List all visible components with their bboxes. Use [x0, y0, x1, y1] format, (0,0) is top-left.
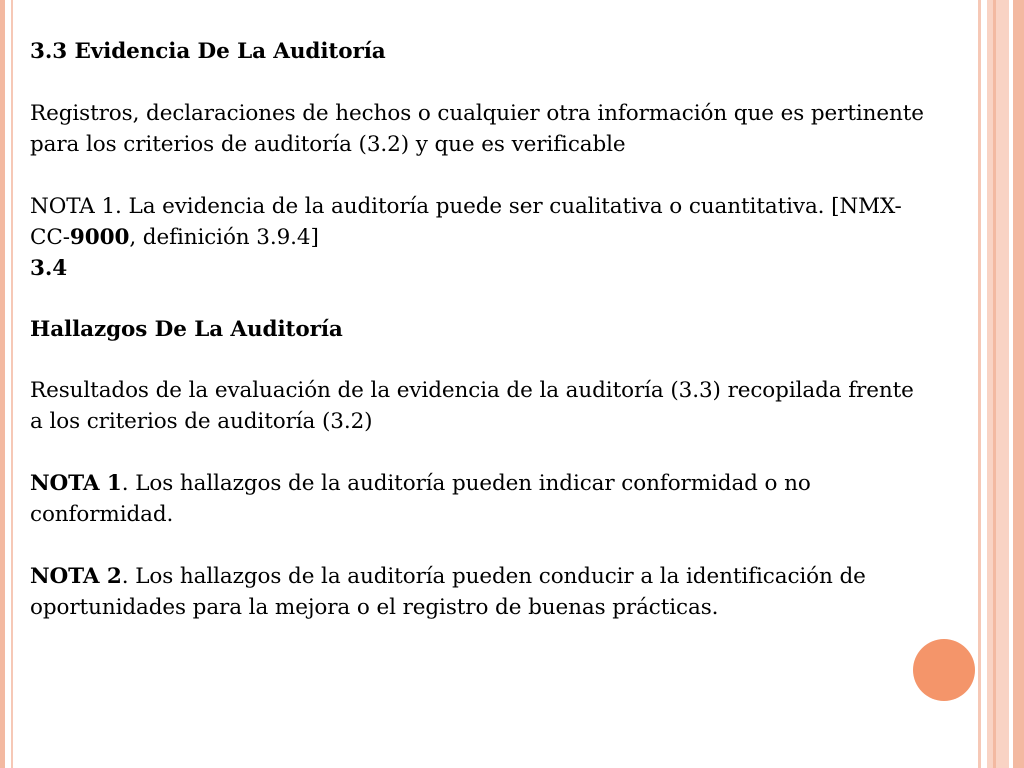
- definition-3-4-line-1: Resultados de la evaluación de la evidencia de la auditoría (3.3) recopilada frente: [30, 378, 914, 403]
- definition-3-4-line-2: a los criterios de auditoría (3.2): [30, 409, 373, 434]
- note-1-3-4-text: . Los hallazgos de la auditoría pueden indicar conformidad o no: [121, 471, 811, 496]
- section-number-3-4: 3.4: [30, 256, 68, 281]
- note-1-3-3-line-1: NOTA 1. La evidencia de la auditoría puede ser cualitativa o cuantitativa. [NMX-: [30, 194, 902, 219]
- note-1-3-4-line-1: [30, 470, 811, 498]
- left-border-stripe: [0, 0, 5, 768]
- note-1-3-4-line-2: conformidad.: [30, 502, 174, 527]
- right-border-stripe-outer: [1013, 0, 1024, 768]
- note-2-3-4-line-2: oportunidades para la mejora o el registro de buenas prácticas.: [30, 595, 719, 620]
- right-border-stripe-wide: [987, 0, 1009, 768]
- note-1-3-3-suffix: , definición 3.9.4]: [129, 225, 319, 250]
- note-1-3-3-standard-number: 9000: [69, 225, 130, 250]
- definition-3-3-line-1: Registros, declaraciones de hechos o cualquier otra información que es pertinente: [30, 101, 924, 126]
- note-2-3-4-text: . Los hallazgos de la auditoría pueden conducir a la identificación de: [121, 564, 866, 589]
- note-2-3-4-line-1: [30, 563, 866, 591]
- orange-circle-icon: [913, 639, 975, 701]
- note-1-label: NOTA 1: [30, 471, 122, 496]
- note-2-label: NOTA 2: [30, 564, 122, 589]
- right-border-stripe-thin: [978, 0, 981, 768]
- right-border-stripe-inner: [993, 0, 996, 768]
- left-border-line: [11, 0, 13, 768]
- definition-3-3-line-2: para los criterios de auditoría (3.2) y que es verificable: [30, 132, 626, 157]
- section-heading-3-3: 3.3 Evidencia De La Auditoría: [30, 39, 386, 64]
- section-heading-3-4: Hallazgos De La Auditoría: [30, 317, 343, 342]
- note-1-3-3-line-2: [30, 224, 319, 252]
- note-1-3-3-prefix: CC-: [30, 225, 70, 250]
